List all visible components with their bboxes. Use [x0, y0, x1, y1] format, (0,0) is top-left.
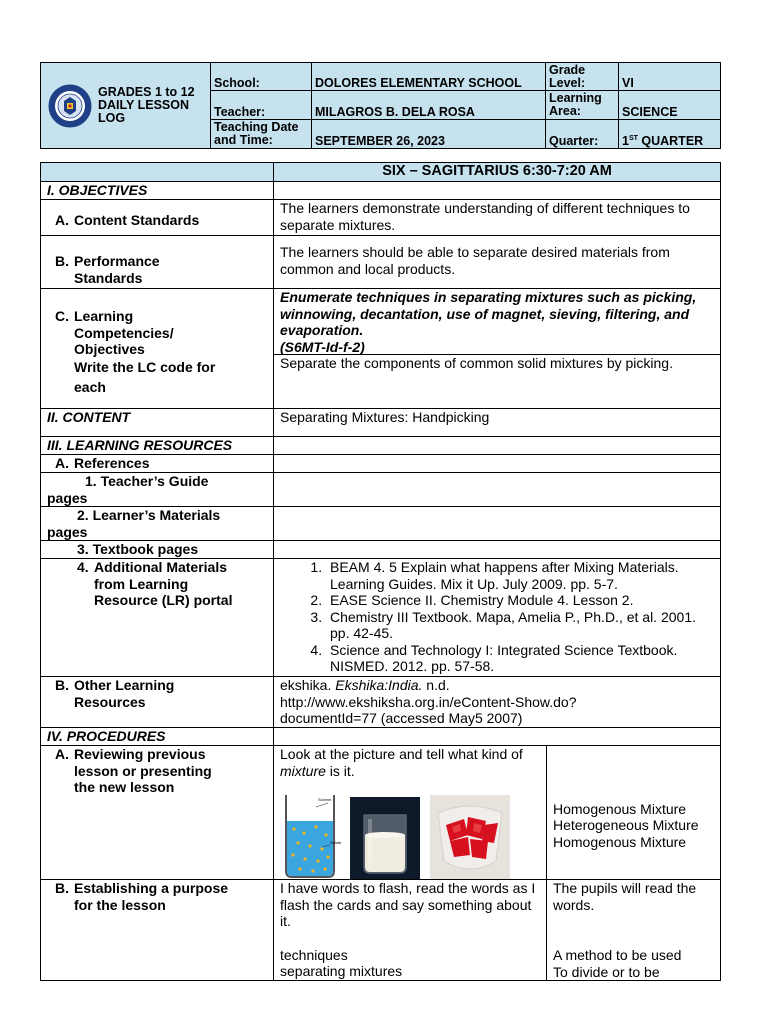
- content-standards-text: The learners demonstrate understanding of different techniques to separate mixtures.: [274, 200, 721, 236]
- other-resources-cell: [274, 677, 721, 728]
- competency-box: [274, 289, 720, 355]
- performance-standards-label: Standards: [74, 269, 143, 286]
- gelatin-glass-photo: [430, 795, 510, 879]
- beaker-solvent-label: Solvent: [318, 797, 332, 802]
- performance-standards-label: Performance: [74, 253, 160, 269]
- word-definition: To divide or to be: [553, 963, 660, 980]
- review-answers-cell: [547, 746, 721, 880]
- content-standards-label-cell: [41, 200, 274, 236]
- textbook-label: Textbook pages: [92, 541, 199, 557]
- references-list: [280, 559, 714, 675]
- item-number: B.: [55, 253, 69, 269]
- teachers-guide-label: pages: [47, 489, 88, 506]
- date-value: SEPTEMBER 26, 2023: [312, 120, 546, 149]
- beaker-solution-image: [280, 791, 340, 879]
- grade-label: Grade Level:: [546, 63, 619, 91]
- competencies-label: Objectives: [74, 341, 145, 357]
- mixture-pictures: [280, 791, 540, 879]
- procedures-heading: IV. PROCEDURES: [41, 728, 274, 746]
- competencies-label: Learning: [74, 308, 134, 324]
- item-number: 3.: [77, 541, 89, 557]
- review-prompt: Look at the picture and tell what kind of: [280, 746, 523, 762]
- performance-standards-text: The learners should be able to separate desired materials from common and local products.: [274, 236, 721, 289]
- performance-standards-label-cell: [41, 236, 274, 289]
- flash-word: techniques: [280, 946, 348, 963]
- review-label-cell: [41, 746, 274, 880]
- item-number: 4.: [77, 559, 89, 575]
- header-title-line: DAILY LESSON: [98, 98, 189, 112]
- grade-value: VI: [619, 63, 721, 91]
- learners-materials-label: Learner’s Materials: [92, 507, 221, 523]
- purpose-label-cell: [41, 880, 274, 981]
- procedures-blank: [274, 728, 721, 746]
- gelatin-glass-image: [430, 795, 510, 879]
- objectives-blank: [274, 182, 721, 200]
- additional-materials-label: Resource (LR) portal: [94, 592, 233, 608]
- resources-heading: III. LEARNING RESOURCES: [41, 437, 274, 455]
- review-answer: Homogenous Mixture: [553, 833, 687, 850]
- deped-seal-icon: [48, 84, 92, 128]
- header-title: [98, 86, 195, 125]
- teachers-guide-label: Teacher’s Guide: [100, 473, 209, 489]
- review-label: the new lesson: [74, 779, 175, 795]
- purpose-pupil-text: The pupils will read the words.: [553, 880, 697, 913]
- teacher-value: MILAGROS B. DELA ROSA: [312, 91, 546, 120]
- item-number: C.: [55, 308, 69, 324]
- learners-materials-label: pages: [47, 523, 88, 540]
- date-label: Teaching Date and Time:: [211, 120, 312, 149]
- additional-materials-label-cell: [41, 559, 274, 677]
- competency-text: Enumerate techniques in separating mixtures such as picking, winnowing, decantation, use of magnet, sieving, filtering, and evaporation.: [280, 289, 697, 338]
- purpose-pupil-cell: [547, 880, 721, 981]
- references-label: References: [74, 455, 150, 471]
- school-label: School:: [211, 63, 312, 91]
- item-number: 2.: [77, 507, 89, 523]
- quarter-value: [619, 120, 721, 149]
- item-number: B.: [55, 677, 69, 693]
- competency-code: (S6MT-Id-f-2): [280, 338, 365, 355]
- milk-beaker-image: [350, 797, 420, 879]
- references-blank: [274, 455, 721, 473]
- competencies-label-cell: [41, 289, 274, 409]
- competencies-cell: [274, 289, 721, 409]
- content-heading: II. CONTENT: [41, 409, 274, 437]
- competencies-label: each: [74, 379, 106, 395]
- additional-materials-label: from Learning: [94, 575, 189, 592]
- review-prompt-cell: [274, 746, 547, 880]
- textbook-blank: [274, 541, 721, 559]
- objectives-heading: I. OBJECTIVES: [41, 182, 274, 200]
- purpose-label: Establishing a purpose: [74, 880, 229, 896]
- citation-text: n.d.: [422, 677, 450, 693]
- citation-url: documentId=77 (accessed May5 2007): [280, 710, 523, 726]
- purpose-label: for the lesson: [74, 896, 166, 913]
- references-label-cell: [41, 455, 274, 473]
- objective-text: Separate the components of common solid mixtures by picking.: [280, 355, 673, 371]
- resources-blank: [274, 437, 721, 455]
- section-blank-cell: [41, 163, 274, 182]
- reference-item: 3. Chemistry III Textbook. Mapa, Amelia P., Ph.D., et al. 2001. pp. 42-45.: [326, 609, 714, 642]
- quarter-word: QUARTER: [637, 134, 704, 148]
- header-table: [40, 62, 721, 149]
- learners-materials-blank: [274, 507, 721, 541]
- review-answer: Homogenous Mixture: [553, 800, 687, 817]
- teachers-guide-blank: [274, 473, 721, 507]
- learners-materials-label-cell: [41, 507, 274, 541]
- content-text: Separating Mixtures: Handpicking: [274, 409, 721, 437]
- reference-item: 4. Science and Technology I: Integrated Science Textbook. NISMED. 2012. pp. 57-58.: [326, 642, 714, 675]
- citation-text: ekshika.: [280, 677, 336, 693]
- word-definition: A method to be used: [553, 947, 682, 963]
- purpose-teacher-text: I have words to flash, read the words as I flash the cards and say something about it.: [280, 880, 536, 929]
- reference-item: 1. BEAM 4. 5 Explain what happens after Mixing Materials. Learning Guides. Mix it Up. July 2009. pp. 5-7.: [326, 559, 714, 592]
- review-prompt: is it.: [325, 762, 355, 779]
- beaker-solute-label: Solute: [330, 840, 342, 845]
- competencies-label: Write the LC code for: [74, 358, 216, 375]
- additional-materials-cell: [274, 559, 721, 677]
- purpose-teacher-cell: [274, 880, 547, 981]
- content-standards-label: Content Standards: [74, 212, 200, 229]
- item-number: 1.: [85, 473, 97, 489]
- item-number: A.: [55, 212, 69, 229]
- school-value: DOLORES ELEMENTARY SCHOOL: [312, 63, 546, 91]
- section-title: SIX – SAGITTARIUS 6:30-7:20 AM: [274, 163, 721, 182]
- header-title-line: LOG: [98, 111, 126, 125]
- quarter-suffix: ST: [628, 134, 638, 142]
- teachers-guide-label-cell: [41, 473, 274, 507]
- competencies-label: Competencies/: [74, 324, 174, 341]
- review-prompt-emphasis: mixture: [280, 762, 326, 779]
- review-answer: Heterogeneous Mixture: [553, 817, 699, 834]
- quarter-number: 1: [622, 134, 629, 148]
- header-title-line: GRADES 1 to 12: [98, 85, 195, 99]
- additional-materials-label: Additional Materials: [94, 559, 228, 575]
- other-resources-label-cell: [41, 677, 274, 728]
- teacher-label: Teacher:: [211, 91, 312, 120]
- reference-item: 2. EASE Science II. Chemistry Module 4. Lesson 2.: [326, 592, 714, 609]
- item-number: A.: [55, 746, 69, 762]
- area-label: Learning Area:: [546, 91, 619, 120]
- quarter-label: Quarter:: [546, 120, 619, 149]
- review-label: lesson or presenting: [74, 762, 212, 779]
- lesson-table: [40, 162, 721, 981]
- item-number: A.: [55, 455, 69, 471]
- review-label: Reviewing previous: [74, 746, 206, 762]
- citation-url: http://www.ekshiksha.org.in/eContent-Show.do?: [280, 693, 577, 710]
- milk-beaker-photo: [350, 797, 420, 879]
- header-logo-cell: [41, 63, 211, 149]
- citation-title: Ekshika:India.: [335, 677, 423, 693]
- other-resources-label: Resources: [74, 693, 146, 710]
- textbook-label-cell: [41, 541, 274, 559]
- area-value: SCIENCE: [619, 91, 721, 120]
- item-number: B.: [55, 880, 69, 896]
- flash-word: separating mixtures: [280, 963, 403, 979]
- other-resources-label: Other Learning: [74, 677, 175, 693]
